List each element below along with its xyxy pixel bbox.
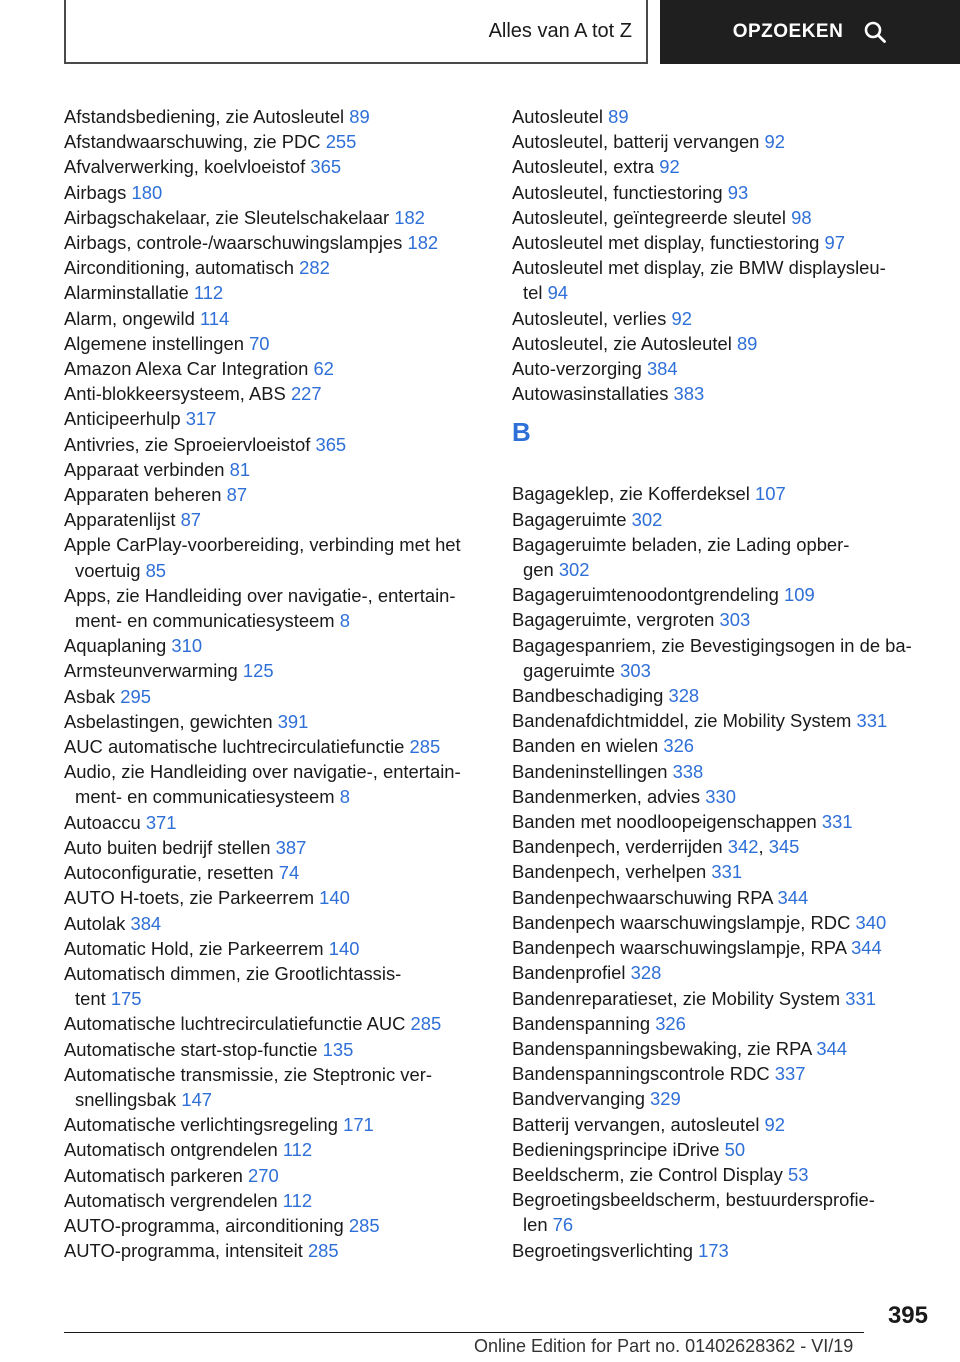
entry-term: Auto buiten bedrijf stellen <box>64 836 271 858</box>
page-link[interactable]: 285 <box>410 1013 442 1035</box>
index-entry <box>64 381 504 406</box>
entry-term: Automatisch dimmen, zie Grootlichtassis- <box>64 962 402 984</box>
index-entry <box>512 381 952 406</box>
index-entry <box>64 356 504 381</box>
entry-term: Autoconfiguratie, resetten <box>64 862 274 884</box>
entry-term: Autowasinstallaties <box>512 383 669 405</box>
index-entry <box>64 255 504 280</box>
page-link[interactable]: 285 <box>307 1240 339 1262</box>
entry-term: Bandenpech, verderrijden <box>512 836 723 858</box>
index-entry <box>512 885 952 910</box>
entry-term: Bandenpechwaarschuwing RPA <box>512 886 773 908</box>
page-link[interactable]: 87 <box>180 509 202 531</box>
page-link[interactable]: 331 <box>845 987 876 1009</box>
index-entry <box>512 1011 952 1036</box>
page-link[interactable]: 342 <box>727 836 759 858</box>
page-link[interactable]: 344 <box>816 1037 848 1059</box>
entry-term: Automatisch vergrendelen <box>64 1189 278 1211</box>
entry-term: gen <box>523 559 554 581</box>
entry-term: snellingsbak <box>75 1088 177 1110</box>
entry-term: Afstandsbediening, zie Autosleutel <box>64 106 345 127</box>
page-link[interactable]: 171 <box>343 1114 374 1136</box>
page-link[interactable]: 270 <box>248 1164 279 1186</box>
entry-term: Amazon Alexa Car Integration <box>64 358 309 380</box>
entry-term: Auto-verzorging <box>512 358 642 380</box>
index-entry <box>512 960 952 985</box>
index-column-left <box>64 104 504 1263</box>
index-entry <box>512 910 952 935</box>
index-entry <box>512 306 952 331</box>
page-link[interactable]: 8 <box>339 786 350 808</box>
index-entry <box>512 1238 952 1263</box>
page-link[interactable]: 285 <box>409 736 441 758</box>
page-link[interactable]: 107 <box>755 483 786 505</box>
index-entry <box>512 356 952 381</box>
section-tab[interactable] <box>64 0 648 64</box>
entry-term: Bandenspanningscontrole RDC <box>512 1063 770 1085</box>
page-link[interactable]: 140 <box>328 937 360 959</box>
page-link[interactable]: 330 <box>705 785 736 807</box>
index-entry <box>512 935 952 960</box>
index-entry <box>512 607 952 632</box>
entry-term: Beeldscherm, zie Control Display <box>512 1163 783 1185</box>
page-link[interactable]: 285 <box>348 1214 380 1236</box>
page-link[interactable]: 112 <box>282 1189 313 1211</box>
index-entry <box>64 1238 504 1263</box>
entry-term: Automatisch ontgrendelen <box>64 1139 278 1161</box>
index-entry <box>512 104 952 129</box>
entry-term: Bandbeschadiging <box>512 685 664 707</box>
search-label: OPZOEKEN <box>732 21 844 42</box>
page-link[interactable]: 302 <box>631 508 663 530</box>
entry-term: Asbelastingen, gewichten <box>64 710 273 732</box>
index-entry <box>64 734 504 759</box>
entry-term: ment- en communicatiesysteem <box>75 610 335 632</box>
entry-term: Aquaplaning <box>64 635 167 657</box>
footer-divider <box>64 1332 864 1333</box>
entry-term: Apparatenlijst <box>64 509 176 531</box>
index-entry <box>64 306 504 331</box>
page-link[interactable]: 338 <box>672 760 704 782</box>
entry-term: Autosleutel <box>512 106 603 127</box>
page-link[interactable]: 331 <box>856 710 888 732</box>
index-column-right <box>512 104 952 1263</box>
page-link[interactable]: 81 <box>229 458 251 480</box>
page-link[interactable]: 125 <box>242 660 274 682</box>
entry-term: tent <box>75 988 106 1010</box>
entry-term: Bagageruimtenoodontgrendeling <box>512 584 779 606</box>
index-entry <box>64 1037 504 1062</box>
index-entry <box>512 809 952 834</box>
index-entry <box>512 1137 952 1162</box>
entry-term: voertuig <box>75 559 141 581</box>
page-link[interactable]: 50 <box>724 1138 746 1160</box>
entry-term: Automatische luchtrecirculatiefunctie AUC <box>64 1013 406 1035</box>
section-title: Alles van A tot Z <box>488 19 632 42</box>
index-entry <box>64 936 504 961</box>
entry-term: Apparaat verbinden <box>64 458 225 480</box>
index-entry <box>64 457 504 482</box>
page-link[interactable]: 182 <box>394 206 425 228</box>
entry-term: AUTO-programma, intensiteit <box>64 1240 303 1262</box>
index-entry <box>512 582 952 607</box>
index-entry <box>64 406 504 431</box>
index-entry <box>64 810 504 835</box>
index-entry <box>512 1036 952 1061</box>
index-entry <box>512 1112 952 1137</box>
entry-term: Bandenpech waarschuwingslampje, RDC <box>512 911 851 933</box>
entry-term: Airconditioning, automatisch <box>64 257 295 279</box>
index-entry <box>64 1062 504 1112</box>
index-entry <box>64 532 504 582</box>
page-link[interactable]: 93 <box>727 181 749 203</box>
entry-term: Afvalverwerking, koelvloeistof <box>64 156 306 178</box>
index-entry <box>512 784 952 809</box>
index-entry <box>64 507 504 532</box>
page-link[interactable]: 384 <box>130 912 162 934</box>
index-entry <box>512 230 952 255</box>
index-entry <box>512 1187 952 1237</box>
entry-term: Bandenpech, verhelpen <box>512 861 707 883</box>
page-link[interactable]: 112 <box>193 282 224 304</box>
index-entry <box>64 961 504 1011</box>
index-entry <box>64 482 504 507</box>
page-link[interactable]: 310 <box>171 635 203 657</box>
index-entry <box>64 154 504 179</box>
page-link[interactable]: 62 <box>313 358 334 380</box>
index-entry <box>512 708 952 733</box>
entry-term: Apple CarPlay-voorbereiding, verbinding met het <box>64 534 461 556</box>
page-link[interactable]: 326 <box>655 1012 686 1034</box>
index-entry <box>512 1061 952 1086</box>
edition-text: Online Edition for Part no. 01402628362 - VI/19 <box>474 1336 854 1356</box>
entry-term: Algemene instellingen <box>64 332 244 354</box>
index-entry <box>64 709 504 734</box>
entry-term: Bandenmerken, advies <box>512 785 701 807</box>
page-link[interactable]: 76 <box>552 1214 574 1236</box>
page-link[interactable]: 98 <box>791 206 812 228</box>
page-link[interactable]: 383 <box>673 383 705 405</box>
page-link[interactable]: 303 <box>719 609 751 631</box>
entry-term: Bandenreparatieset, zie Mobility System <box>512 987 841 1009</box>
index-entry <box>64 432 504 457</box>
index-entry <box>64 885 504 910</box>
entry-term: Batterij vervangen, autosleutel <box>512 1113 760 1135</box>
index-entry <box>64 658 504 683</box>
entry-term: ment- en communicatiesysteem <box>75 786 335 808</box>
entry-term: Asbak <box>64 685 116 707</box>
page-link[interactable]: 53 <box>787 1163 809 1185</box>
entry-term: Armsteunverwarming <box>64 660 238 682</box>
index-entry <box>512 532 952 582</box>
entry-term: Bandenspanning <box>512 1012 651 1034</box>
page-link[interactable]: 337 <box>774 1063 806 1085</box>
entry-term: Bandeninstellingen <box>512 760 668 782</box>
index-entry <box>64 911 504 936</box>
page-link[interactable]: 329 <box>650 1088 681 1110</box>
entry-term: Autosleutel, batterij vervangen <box>512 131 760 153</box>
page-link[interactable]: 344 <box>777 886 809 908</box>
entry-term: Bandenpech waarschuwingslampje, RPA <box>512 937 846 959</box>
search-icon <box>863 20 887 44</box>
entry-term: Bagageruimte beladen, zie Lading opber- <box>512 533 850 555</box>
index-entry <box>64 759 504 809</box>
section-letter-b: B <box>512 417 531 448</box>
index-group-b <box>512 481 952 1262</box>
entry-term: Antivries, zie Sproeiervloeistof <box>64 433 311 455</box>
entry-term: Apps, zie Handleiding over navigatie-, entertain- <box>64 584 456 606</box>
page-link[interactable]: 344 <box>851 937 882 959</box>
entry-term: Bagageruimte <box>512 508 627 530</box>
entry-term: Autoaccu <box>64 811 141 833</box>
entry-term: Audio, zie Handleiding over navigatie-, entertain- <box>64 761 461 783</box>
index-entry <box>64 1011 504 1036</box>
entry-term: Banden en wielen <box>512 735 659 757</box>
entry-term: Autosleutel, extra <box>512 156 655 178</box>
page-link[interactable]: 89 <box>349 106 370 127</box>
index-entry <box>512 331 952 356</box>
entry-term: Automatische start-stop-functie <box>64 1038 318 1060</box>
index-entry <box>512 986 952 1011</box>
page-link[interactable]: 70 <box>249 332 270 354</box>
page-link[interactable]: 180 <box>131 181 163 203</box>
index-entry <box>512 683 952 708</box>
page-link[interactable]: 112 <box>282 1139 313 1161</box>
index-entry <box>64 129 504 154</box>
page-link[interactable]: 365 <box>310 156 342 178</box>
index-entry <box>64 633 504 658</box>
entry-term: Begroetingsbeeldscherm, bestuurdersprofie- <box>512 1189 875 1211</box>
entry-term: Anti-blokkeersysteem, ABS <box>64 383 286 405</box>
index-entry <box>512 507 952 532</box>
entry-term: Autosleutel met display, functiestoring <box>512 232 820 254</box>
page-number: 395 <box>887 1302 928 1329</box>
page-link[interactable]: 303 <box>620 659 651 681</box>
entry-term: Bagageruimte, vergroten <box>512 609 715 631</box>
index-entry <box>512 1086 952 1111</box>
index-entry <box>64 1213 504 1238</box>
page-link[interactable]: 135 <box>322 1038 354 1060</box>
index-entry <box>64 104 504 129</box>
entry-term: tel <box>523 282 543 304</box>
entry-term: Bandenprofiel <box>512 962 626 984</box>
page-link[interactable]: 255 <box>325 131 357 153</box>
entry-term: Bandenafdichtmiddel, zie Mobility System <box>512 710 852 732</box>
entry-term: len <box>523 1214 548 1236</box>
page-link[interactable]: 371 <box>145 811 177 833</box>
index-entry <box>64 860 504 885</box>
index-entry <box>512 1162 952 1187</box>
index-entry <box>512 633 952 683</box>
page-link[interactable]: 92 <box>764 1113 785 1135</box>
page-link[interactable]: 92 <box>764 131 785 153</box>
index-entry <box>512 759 952 784</box>
page-link[interactable]: 328 <box>668 685 700 707</box>
entry-term: Autosleutel, verlies <box>512 307 667 329</box>
index-entry <box>512 205 952 230</box>
page-link[interactable]: 391 <box>277 710 309 732</box>
page-link[interactable]: 89 <box>608 106 629 127</box>
page-link[interactable]: 365 <box>315 433 347 455</box>
entry-term: gageruimte <box>523 659 616 681</box>
entry-term: Autosleutel met display, zie BMW displaysleu- <box>512 257 886 279</box>
page-link[interactable]: 326 <box>663 735 695 757</box>
index-entry <box>512 129 952 154</box>
entry-term: Bagageklep, zie Kofferdeksel <box>512 483 750 505</box>
index-entry <box>64 1188 504 1213</box>
page-link[interactable]: 94 <box>547 282 569 304</box>
index-entry <box>64 684 504 709</box>
entry-term: AUC automatische luchtrecirculatiefunctie <box>64 736 405 758</box>
index-entry <box>64 583 504 633</box>
page-link[interactable]: 92 <box>671 307 692 329</box>
entry-term: AUTO H-toets, zie Parkeerrem <box>64 887 315 909</box>
entry-term: Automatisch parkeren <box>64 1164 243 1186</box>
entry-term: Bandenspanningsbewaking, zie RPA <box>512 1037 812 1059</box>
index-entry <box>512 733 952 758</box>
page-link[interactable]: 331 <box>821 811 853 833</box>
page-link[interactable]: 302 <box>558 559 590 581</box>
page-link[interactable]: 74 <box>278 862 300 884</box>
entry-term: Automatische verlichtingsregeling <box>64 1114 338 1136</box>
page-link[interactable]: 114 <box>199 307 230 329</box>
page-link[interactable]: 295 <box>120 685 151 707</box>
page-link[interactable]: 384 <box>646 358 678 380</box>
page-link[interactable]: 317 <box>185 408 217 430</box>
index-entry <box>512 859 952 884</box>
page-link[interactable]: 109 <box>784 584 815 606</box>
index-entry <box>64 1163 504 1188</box>
entry-term: Airbags <box>64 181 127 203</box>
entry-term: Bandvervanging <box>512 1088 645 1110</box>
entry-term: AUTO-programma, airconditioning <box>64 1214 344 1236</box>
page-link[interactable]: 85 <box>145 559 167 581</box>
entry-term: Airbags, controle-/waarschuwingslampjes <box>64 232 403 254</box>
entry-term: Alarm, ongewild <box>64 307 195 329</box>
page-link[interactable]: 97 <box>824 232 845 254</box>
page-link[interactable]: 140 <box>319 887 350 909</box>
page-link[interactable]: 387 <box>275 836 307 858</box>
page-link[interactable]: 8 <box>339 610 350 632</box>
page-link[interactable]: 175 <box>110 988 142 1010</box>
entry-term: Afstandwaarschuwing, zie PDC <box>64 131 321 153</box>
entry-term: Airbagschakelaar, zie Sleutelschakelaar <box>64 206 390 228</box>
entry-term: Bedieningsprincipe iDrive <box>512 1138 720 1160</box>
page-link[interactable]: 182 <box>407 232 439 254</box>
page-link[interactable]: 328 <box>630 962 662 984</box>
page-link[interactable]: 87 <box>226 484 248 506</box>
entry-term: Automatic Hold, zie Parkeerrem <box>64 937 324 959</box>
index-entry <box>64 1137 504 1162</box>
index-entry <box>64 180 504 205</box>
entry-term: Anticipeerhulp <box>64 408 181 430</box>
index-entry <box>64 835 504 860</box>
entry-term: Apparaten beheren <box>64 484 222 506</box>
entry-term: Begroetingsverlichting <box>512 1239 693 1261</box>
entry-term: Autosleutel, zie Autosleutel <box>512 332 732 354</box>
index-entry: Bandenpech, verderrijden 342, 345 <box>512 836 800 858</box>
index-entry <box>512 481 952 506</box>
entry-term: Autosleutel, geïntegreerde sleutel <box>512 206 787 228</box>
index-group-a <box>512 104 952 406</box>
page-link[interactable]: 92 <box>659 156 680 178</box>
entry-term: Banden met noodloopeigenschappen <box>512 811 817 833</box>
entry-term: Bagagespanriem, zie Bevestigingsogen in de ba- <box>512 634 912 656</box>
page-link[interactable]: 345 <box>768 836 800 858</box>
index-entry <box>64 280 504 305</box>
page-link[interactable]: 173 <box>698 1239 729 1261</box>
page-link[interactable]: 331 <box>711 861 743 883</box>
index-entry <box>512 154 952 179</box>
page-link[interactable]: 147 <box>181 1088 213 1110</box>
index-entry <box>512 180 952 205</box>
index-entry <box>64 205 504 230</box>
entry-term: Automatische transmissie, zie Steptronic ver- <box>64 1063 432 1085</box>
entry-term: Autolak <box>64 912 126 934</box>
search-button[interactable] <box>660 0 960 64</box>
entry-term: Autosleutel, functiestoring <box>512 181 723 203</box>
index-entry <box>64 331 504 356</box>
page-link[interactable]: 282 <box>299 257 330 279</box>
page-link[interactable]: 227 <box>290 383 322 405</box>
index-entry <box>64 1112 504 1137</box>
entry-term: Alarminstallatie <box>64 282 189 304</box>
index-entry <box>64 230 504 255</box>
page-link[interactable]: 89 <box>736 332 758 354</box>
index-entry <box>512 255 952 305</box>
page-link[interactable]: 340 <box>855 911 887 933</box>
